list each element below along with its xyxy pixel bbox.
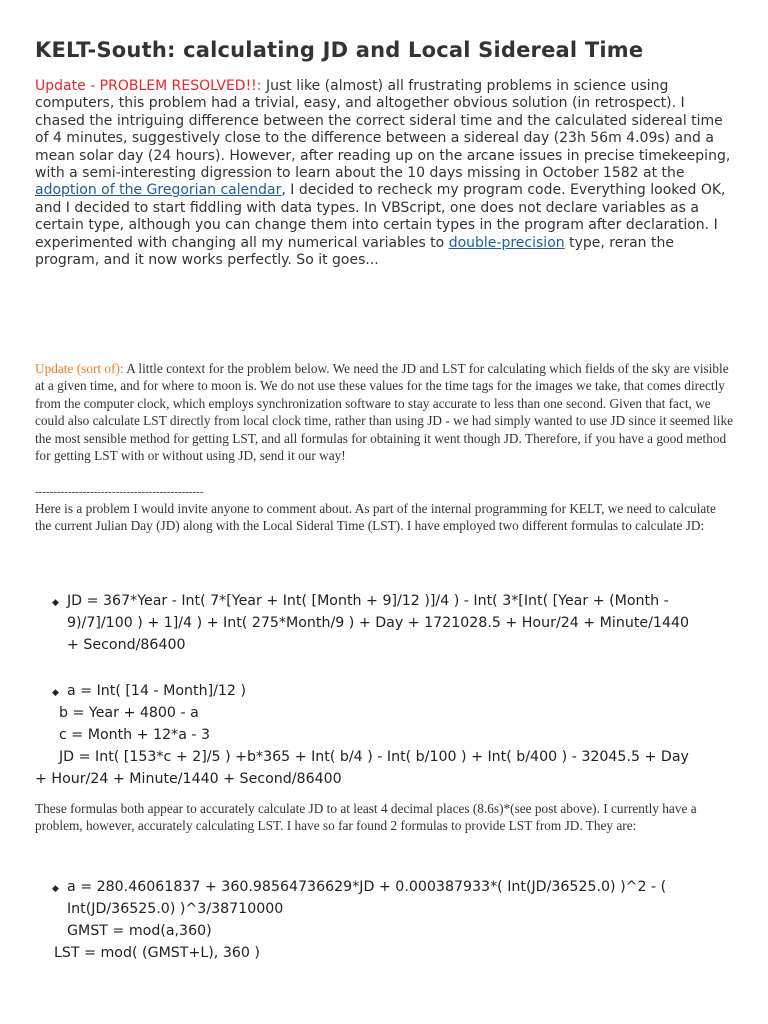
formula-2-line: + Hour/24 + Minute/1440 + Second/86400 xyxy=(35,771,342,787)
formula-1-line: JD = 367*Year - Int( 7*[Year + Int( [Month + 9]/12 )]/4 ) - Int( 3*[Int( [Year + (Month - xyxy=(67,593,669,609)
update-resolved-text-a: Just like (almost) all frustrating problems in science using computers, this problem had a trivial, easy, and altogether obvious solution (in retrospect). I chased the intriguing difference between the correct sideral time and the calculated sidereal time of 4 minutes, suggestively close to the difference between a sidereal day (23h 56m 4.09s) and a mean solar day (24 hours). However, after reading up on the arcane issues in precise timekeeping, with a semi-interesting digression to learn about the 10 days missing in October 1582 at the xyxy=(35,78,731,182)
formula-1-line: 9)/7]/100 ) + 1]/4 ) + Int( 275*Month/9 ) + Day + 1721028.5 + Hour/24 + Minute/1440 xyxy=(67,615,690,631)
intro-paragraph: Here is a problem I would invite anyone to comment about. As part of the internal programming for KELT, we need to calculate the current Julian Day (JD) along with the Local Sideral Time (LST). I have employed two different formulas to calculate JD: xyxy=(35,501,716,534)
post-title: KELT-South: calculating JD and Local Sidereal Time xyxy=(35,38,644,62)
formula-3-line: Int(JD/36525.0) )^3/38710000 xyxy=(67,901,284,917)
update-resolved-paragraph xyxy=(35,78,735,269)
middle-paragraph: These formulas both appear to accurately calculate JD to at least 4 decimal places (8.6s)*(see post above). I currently have a problem, however, accurately calculating LST. I have so far found 2 formulas to provide LST from JD. They are: xyxy=(35,801,697,834)
double-precision-link[interactable]: double-precision xyxy=(448,234,565,251)
diamond-bullet-icon: ◆ xyxy=(52,598,59,608)
diamond-bullet-icon: ◆ xyxy=(52,884,59,894)
divider-line: ---------------------------------------------- xyxy=(35,486,204,498)
formula-2-line: a = Int( [14 - Month]/12 ) xyxy=(67,683,246,699)
formula-3-line: LST = mod( (GMST+L), 360 ) xyxy=(54,945,260,961)
update-resolved-text-c: type, reran the program, and it now works perfectly. So it goes... xyxy=(35,234,674,269)
update-resolved-text-b: , I decided to recheck my program code. Everything looked OK, and I decided to start fiddling with data types. In VBScript, one does not declare variables as a certain type, although you can change them into certain types in the program after declaration. I experimented with changing all my numerical variables to xyxy=(35,182,726,251)
formula-1-block xyxy=(67,590,689,656)
gregorian-calendar-link[interactable]: adoption of the Gregorian calendar xyxy=(35,182,282,199)
update-context-paragraph xyxy=(35,360,735,464)
formula-3-line: a = 280.46061837 + 360.98564736629*JD + 0.000387933*( Int(JD/36525.0) )^2 - ( xyxy=(67,879,667,895)
diamond-bullet-icon: ◆ xyxy=(52,688,59,698)
update-resolved-label: Update - PROBLEM RESOLVED!!: xyxy=(35,78,262,94)
formula-3-block xyxy=(35,876,666,964)
formula-2-block xyxy=(35,680,689,790)
formula-3-line: GMST = mod(a,360) xyxy=(67,923,212,939)
formula-2-line: b = Year + 4800 - a xyxy=(59,705,199,721)
formula-2-line: JD = Int( [153*c + 2]/5 ) +b*365 + Int( b/4 ) - Int( b/100 ) + Int( b/400 ) - 32045.5 + Day xyxy=(59,749,689,765)
formula-2-line: c = Month + 12*a - 3 xyxy=(59,727,211,743)
update-context-text: A little context for the problem below. We need the JD and LST for calculating which fields of the sky are visible at a given time, and for where to moon is. We do not use these values for the time tags for the images we take, that comes directly from the computer clock, which employs synchronization software to stay accurate to less than one second. Given that fact, we could also calculate LST directly from local clock time, rather than using JD - we had simply wanted to use JD since it seemed like the most sensible method for getting LST, and all formulas for obtaining it went though JD. Therefore, if you have a good method for getting LST with or without using JD, send it our way! xyxy=(35,361,734,464)
formula-1-line: + Second/86400 xyxy=(67,637,186,653)
update-context-label: Update (sort of): xyxy=(35,361,124,376)
